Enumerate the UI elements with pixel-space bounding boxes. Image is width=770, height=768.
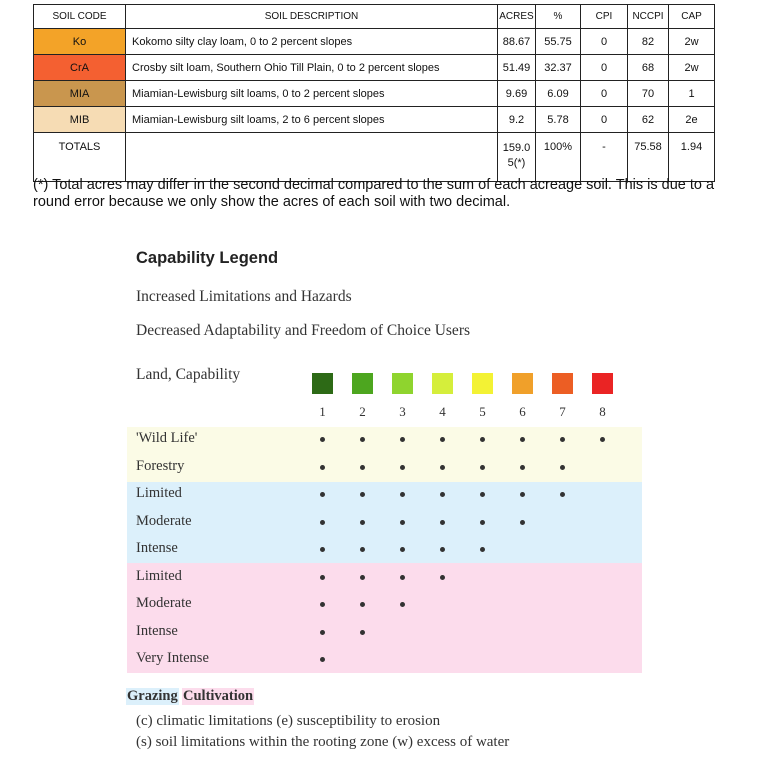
capability-class-number: 8 xyxy=(599,404,606,419)
legend-note-soil: (s) soil limitations within the rooting zone (w) excess of water xyxy=(136,734,510,750)
totals-acres-line1: 159.0 xyxy=(502,142,531,154)
suitability-dot xyxy=(360,602,365,607)
header-percent: % xyxy=(536,5,581,29)
suitability-dot xyxy=(520,437,525,442)
table-row xyxy=(34,81,715,107)
acres-cell: 9.69 xyxy=(498,81,536,107)
land-use-row-label: Intense xyxy=(136,623,178,639)
legend-title: Capability Legend xyxy=(136,249,279,267)
cap-cell: 2w xyxy=(669,29,715,55)
land-use-row-label: Very Intense xyxy=(136,650,209,666)
nccpi-cell: 70 xyxy=(628,81,669,107)
land-use-row-label: Limited xyxy=(136,485,182,501)
wildlife-forestry-band xyxy=(127,427,642,482)
suitability-dot xyxy=(360,520,365,525)
land-use-row-label: 'Wild Life' xyxy=(136,430,198,446)
acres-cell: 9.2 xyxy=(498,107,536,133)
capability-class-number: 6 xyxy=(519,404,526,419)
suitability-dot xyxy=(400,575,405,580)
suitability-dot xyxy=(520,465,525,470)
cap-cell: 2e xyxy=(669,107,715,133)
suitability-dot xyxy=(520,492,525,497)
soil-description-cell: Crosby silt loam, Southern Ohio Till Plain, 0 to 2 percent slopes xyxy=(126,55,498,81)
totals-cap-cell: 1.94 xyxy=(669,133,715,182)
capability-class-swatch xyxy=(512,373,533,394)
soil-table-header-row xyxy=(34,5,715,29)
totals-acres-line2: 5(*) xyxy=(507,157,526,169)
suitability-dot xyxy=(360,630,365,635)
suitability-dot xyxy=(440,492,445,497)
suitability-dot xyxy=(440,520,445,525)
totals-description-cell xyxy=(126,133,498,182)
soil-table xyxy=(33,4,715,182)
cap-cell: 1 xyxy=(669,81,715,107)
capability-class-number: 4 xyxy=(439,404,446,419)
suitability-dot xyxy=(400,437,405,442)
suitability-dot xyxy=(480,437,485,442)
legend-note-climatic: (c) climatic limitations (e) susceptibility to erosion xyxy=(136,713,441,729)
capability-class-swatch xyxy=(552,373,573,394)
header-nccpi: NCCPI xyxy=(628,5,669,29)
capability-class-swatch xyxy=(592,373,613,394)
land-use-row-label: Forestry xyxy=(136,458,185,474)
capability-class-number: 2 xyxy=(359,404,366,419)
soil-description-cell: Miamian-Lewisburg silt loams, 2 to 6 percent slopes xyxy=(126,107,498,133)
capability-class-swatch xyxy=(432,373,453,394)
suitability-dot xyxy=(320,520,325,525)
suitability-dot xyxy=(480,547,485,552)
totals-label: TOTALS xyxy=(34,133,126,182)
table-row xyxy=(34,107,715,133)
totals-percent-cell: 100% xyxy=(536,133,581,182)
soil-code-cell: Ko xyxy=(34,29,126,55)
suitability-dot xyxy=(480,520,485,525)
suitability-dot xyxy=(320,492,325,497)
legend-limitations-text: Increased Limitations and Hazards xyxy=(136,288,352,305)
nccpi-cell: 68 xyxy=(628,55,669,81)
percent-cell: 55.75 xyxy=(536,29,581,55)
capability-class-number: 3 xyxy=(399,404,406,419)
cultivation-label: Cultivation xyxy=(183,688,254,704)
land-capability-label: Land, Capability xyxy=(136,366,241,383)
percent-cell: 5.78 xyxy=(536,107,581,133)
nccpi-cell: 62 xyxy=(628,107,669,133)
suitability-dot xyxy=(600,437,605,442)
suitability-dot xyxy=(360,437,365,442)
cpi-cell: 0 xyxy=(581,107,628,133)
soil-description-cell: Miamian-Lewisburg silt loams, 0 to 2 percent slopes xyxy=(126,81,498,107)
soil-code-cell: CrA xyxy=(34,55,126,81)
suitability-dot xyxy=(320,437,325,442)
capability-class-swatch xyxy=(392,373,413,394)
totals-cpi-cell: - xyxy=(581,133,628,182)
header-cpi: CPI xyxy=(581,5,628,29)
capability-class-number: 1 xyxy=(319,404,326,419)
totals-acres-cell xyxy=(498,133,536,182)
table-row xyxy=(34,55,715,81)
totals-nccpi-cell: 75.58 xyxy=(628,133,669,182)
land-use-row-label: Moderate xyxy=(136,513,192,529)
land-use-row-label: Intense xyxy=(136,540,178,556)
table-row xyxy=(34,29,715,55)
suitability-dot xyxy=(520,520,525,525)
suitability-dot xyxy=(320,465,325,470)
suitability-dot xyxy=(320,575,325,580)
suitability-dot xyxy=(400,520,405,525)
suitability-dot xyxy=(560,492,565,497)
land-use-row-label: Moderate xyxy=(136,595,192,611)
capability-class-number: 7 xyxy=(559,404,566,419)
suitability-dot xyxy=(360,547,365,552)
suitability-dot xyxy=(440,437,445,442)
soil-description-cell: Kokomo silty clay loam, 0 to 2 percent slopes xyxy=(126,29,498,55)
capability-class-number: 5 xyxy=(479,404,486,419)
header-soil-description: SOIL DESCRIPTION xyxy=(126,5,498,29)
suitability-dot xyxy=(400,602,405,607)
header-soil-code: SOIL CODE xyxy=(34,5,126,29)
soil-code-cell: MIB xyxy=(34,107,126,133)
header-cap: CAP xyxy=(669,5,715,29)
suitability-dot xyxy=(320,602,325,607)
cpi-cell: 0 xyxy=(581,55,628,81)
suitability-dot xyxy=(560,465,565,470)
suitability-dot xyxy=(400,465,405,470)
percent-cell: 32.37 xyxy=(536,55,581,81)
header-acres: ACRES xyxy=(498,5,536,29)
capability-class-swatch xyxy=(352,373,373,394)
nccpi-cell: 82 xyxy=(628,29,669,55)
suitability-dot xyxy=(360,465,365,470)
acres-cell: 88.67 xyxy=(498,29,536,55)
suitability-dot xyxy=(320,657,325,662)
percent-cell: 6.09 xyxy=(536,81,581,107)
capability-class-swatch xyxy=(312,373,333,394)
cap-cell: 2w xyxy=(669,55,715,81)
totals-row xyxy=(34,133,715,182)
acres-cell: 51.49 xyxy=(498,55,536,81)
suitability-dot xyxy=(560,437,565,442)
grazing-label: Grazing xyxy=(127,688,178,704)
suitability-dot xyxy=(440,547,445,552)
acreage-footnote: (*) Total acres may differ in the second decimal compared to the sum of each acreage soil. This is due to a round error because we only show the acres of each soil with two decimal. xyxy=(33,177,715,210)
suitability-dot xyxy=(480,492,485,497)
suitability-dot xyxy=(440,575,445,580)
soil-code-cell: MIA xyxy=(34,81,126,107)
suitability-dot xyxy=(360,492,365,497)
suitability-dot xyxy=(480,465,485,470)
legend-adaptability-text: Decreased Adaptability and Freedom of Choice Users xyxy=(136,322,471,339)
land-use-row-label: Limited xyxy=(136,568,182,584)
suitability-dot xyxy=(440,465,445,470)
cpi-cell: 0 xyxy=(581,81,628,107)
capability-legend xyxy=(124,232,642,765)
suitability-dot xyxy=(400,547,405,552)
suitability-dot xyxy=(360,575,365,580)
suitability-dot xyxy=(320,630,325,635)
suitability-dot xyxy=(400,492,405,497)
capability-class-swatch xyxy=(472,373,493,394)
suitability-dot xyxy=(320,547,325,552)
cpi-cell: 0 xyxy=(581,29,628,55)
